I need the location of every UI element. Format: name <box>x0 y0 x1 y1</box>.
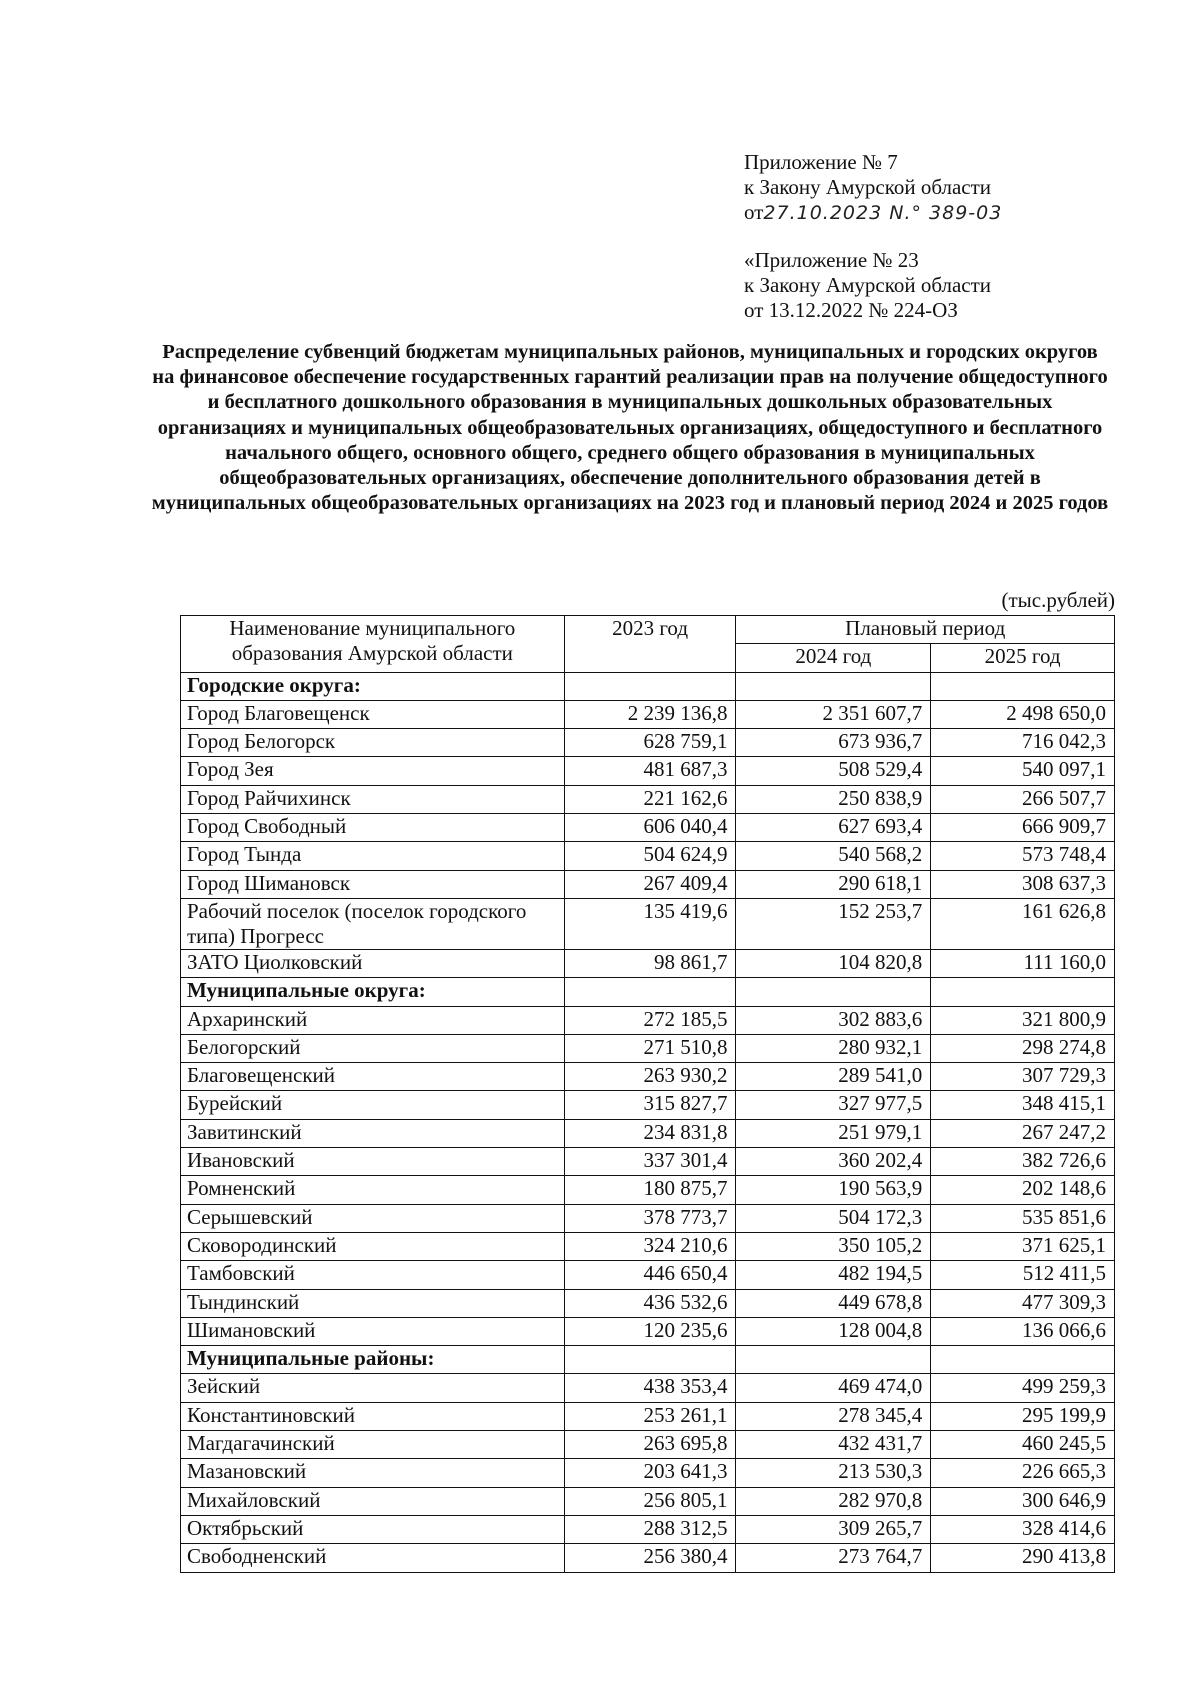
appendix-date-prefix: от <box>744 200 764 224</box>
value-2025: 499 259,3 <box>931 1374 1115 1402</box>
value-2024: 290 618,1 <box>736 870 931 898</box>
value-2023: 481 687,3 <box>564 757 736 785</box>
empty-cell <box>564 978 736 1006</box>
table-row <box>181 785 1115 813</box>
value-2024: 449 678,8 <box>736 1289 931 1317</box>
header-2024: 2024 год <box>736 644 931 672</box>
empty-cell <box>931 978 1115 1006</box>
value-2023: 438 353,4 <box>564 1374 736 1402</box>
municipality-name: Магдагачинский <box>181 1431 565 1459</box>
table-row <box>181 1034 1115 1062</box>
value-2023: 271 510,8 <box>564 1034 736 1062</box>
value-2024: 482 194,5 <box>736 1261 931 1289</box>
value-2025: 226 665,3 <box>931 1459 1115 1487</box>
value-2023: 253 261,1 <box>564 1402 736 1430</box>
table-row <box>181 1544 1115 1572</box>
value-2024: 278 345,4 <box>736 1402 931 1430</box>
section-row <box>181 672 1115 700</box>
value-2023: 288 312,5 <box>564 1515 736 1543</box>
value-2023: 315 827,7 <box>564 1091 736 1119</box>
value-2025: 540 097,1 <box>931 757 1115 785</box>
value-2025: 300 646,9 <box>931 1487 1115 1515</box>
table-row <box>181 814 1115 842</box>
table-row <box>181 1091 1115 1119</box>
section-row <box>181 978 1115 1006</box>
appendix-ref-law: к Закону Амурской области <box>744 273 992 297</box>
document-title: Распределение субвенций бюджетам муниципальных районов, муниципальных и городских округов на финансовое обеспечение государственных гарантий реализации прав на получение общедоступного и бесплатного дошкольного образования в муниципальных дошкольных образовательных организациях и муниципальных общеобразовательных организациях, общедоступного и бесплатного начального общего, основного общего, среднего общего образования в муниципальных общеобразовательных организациях, обеспечение дополнительного образования детей в муниципальных общеобразовательных организациях на 2023 год и плановый период 2024 и 2025 годов <box>151 341 1109 515</box>
value-2024: 250 838,9 <box>736 785 931 813</box>
municipality-name: Город Белогорск <box>181 729 565 757</box>
empty-cell <box>736 672 931 700</box>
appendix-ref-number: «Приложение № 23 <box>744 248 919 272</box>
table-row <box>181 1176 1115 1204</box>
municipality-name: ЗАТО Циолковский <box>181 949 565 977</box>
value-2025: 460 245,5 <box>931 1431 1115 1459</box>
table-row <box>181 1289 1115 1317</box>
value-2024: 327 977,5 <box>736 1091 931 1119</box>
value-2024: 280 932,1 <box>736 1034 931 1062</box>
table-row <box>181 1119 1115 1147</box>
subsidy-table <box>180 615 1115 1573</box>
value-2025: 535 851,6 <box>931 1204 1115 1232</box>
value-2023: 180 875,7 <box>564 1176 736 1204</box>
empty-cell <box>931 672 1115 700</box>
municipality-name: Константиновский <box>181 1402 565 1430</box>
table-row <box>181 842 1115 870</box>
municipality-name: Бурейский <box>181 1091 565 1119</box>
municipality-name: Мазановский <box>181 1459 565 1487</box>
municipality-name: Белогорский <box>181 1034 565 1062</box>
value-2025: 161 626,8 <box>931 898 1115 949</box>
value-2024: 190 563,9 <box>736 1176 931 1204</box>
section-row <box>181 1346 1115 1374</box>
table-row <box>181 1317 1115 1345</box>
value-2025: 512 411,5 <box>931 1261 1115 1289</box>
empty-cell <box>736 978 931 1006</box>
value-2024: 469 474,0 <box>736 1374 931 1402</box>
value-2023: 98 861,7 <box>564 949 736 977</box>
appendix-ref-header <box>744 248 991 323</box>
appendix-law: к Закону Амурской области <box>744 175 992 199</box>
municipality-name: Город Зея <box>181 757 565 785</box>
value-2025: 321 800,9 <box>931 1006 1115 1034</box>
table-row <box>181 1431 1115 1459</box>
value-2023: 267 409,4 <box>564 870 736 898</box>
value-2024: 128 004,8 <box>736 1317 931 1345</box>
table-row <box>181 729 1115 757</box>
value-2025: 382 726,6 <box>931 1148 1115 1176</box>
municipality-name: Зейский <box>181 1374 565 1402</box>
municipality-name: Сковородинский <box>181 1232 565 1260</box>
value-2023: 120 235,6 <box>564 1317 736 1345</box>
value-2025: 573 748,4 <box>931 842 1115 870</box>
value-2023: 256 805,1 <box>564 1487 736 1515</box>
municipality-name: Октябрьский <box>181 1515 565 1543</box>
value-2024: 309 265,7 <box>736 1515 931 1543</box>
value-2023: 263 695,8 <box>564 1431 736 1459</box>
municipality-name: Город Тында <box>181 842 565 870</box>
value-2023: 256 380,4 <box>564 1544 736 1572</box>
table-row <box>181 757 1115 785</box>
value-2024: 273 764,7 <box>736 1544 931 1572</box>
value-2025: 307 729,3 <box>931 1063 1115 1091</box>
table-row <box>181 898 1115 949</box>
header-2023: 2023 год <box>564 616 736 673</box>
value-2023: 378 773,7 <box>564 1204 736 1232</box>
table-row <box>181 1261 1115 1289</box>
appendix-date-line <box>744 200 1002 226</box>
value-2024: 213 530,3 <box>736 1459 931 1487</box>
value-2024: 360 202,4 <box>736 1148 931 1176</box>
table-row <box>181 870 1115 898</box>
municipality-name: Ромненский <box>181 1176 565 1204</box>
value-2024: 152 253,7 <box>736 898 931 949</box>
value-2024: 104 820,8 <box>736 949 931 977</box>
value-2024: 282 970,8 <box>736 1487 931 1515</box>
value-2025: 290 413,8 <box>931 1544 1115 1572</box>
value-2024: 673 936,7 <box>736 729 931 757</box>
value-2025: 2 498 650,0 <box>931 700 1115 728</box>
section-title: Муниципальные районы: <box>181 1346 565 1374</box>
handwritten-date-number: 27.10.2023 N.° 389-03 <box>763 202 1003 224</box>
empty-cell <box>564 672 736 700</box>
value-2023: 221 162,6 <box>564 785 736 813</box>
table-row <box>181 1374 1115 1402</box>
section-title: Городские округа: <box>181 672 565 700</box>
empty-cell <box>564 1346 736 1374</box>
value-2023: 203 641,3 <box>564 1459 736 1487</box>
value-2024: 540 568,2 <box>736 842 931 870</box>
municipality-name: Город Шимановск <box>181 870 565 898</box>
value-2024: 2 351 607,7 <box>736 700 931 728</box>
section-title: Муниципальные округа: <box>181 978 565 1006</box>
municipality-name: Рабочий поселок (поселок городского типа) Прогресс <box>181 898 565 949</box>
value-2025: 666 909,7 <box>931 814 1115 842</box>
table-row <box>181 1232 1115 1260</box>
value-2025: 328 414,6 <box>931 1515 1115 1543</box>
value-2023: 272 185,5 <box>564 1006 736 1034</box>
municipality-name: Тамбовский <box>181 1261 565 1289</box>
value-2024: 627 693,4 <box>736 814 931 842</box>
table-row <box>181 1006 1115 1034</box>
value-2024: 302 883,6 <box>736 1006 931 1034</box>
value-2024: 508 529,4 <box>736 757 931 785</box>
value-2023: 324 210,6 <box>564 1232 736 1260</box>
municipality-name: Свободненский <box>181 1544 565 1572</box>
value-2025: 295 199,9 <box>931 1402 1115 1430</box>
appendix-ref-date: от 13.12.2022 № 224-ОЗ <box>744 298 958 322</box>
table-row <box>181 1487 1115 1515</box>
table-row <box>181 1204 1115 1232</box>
value-2025: 477 309,3 <box>931 1289 1115 1317</box>
empty-cell <box>931 1346 1115 1374</box>
municipality-name: Благовещенский <box>181 1063 565 1091</box>
municipality-name: Шимановский <box>181 1317 565 1345</box>
units-label: (тыс.рублей) <box>1001 588 1115 612</box>
value-2023: 504 624,9 <box>564 842 736 870</box>
value-2023: 337 301,4 <box>564 1148 736 1176</box>
municipality-name: Город Свободный <box>181 814 565 842</box>
value-2024: 432 431,7 <box>736 1431 931 1459</box>
value-2025: 266 507,7 <box>931 785 1115 813</box>
value-2023: 2 239 136,8 <box>564 700 736 728</box>
table-row <box>181 1148 1115 1176</box>
value-2023: 436 532,6 <box>564 1289 736 1317</box>
value-2025: 202 148,6 <box>931 1176 1115 1204</box>
value-2023: 628 759,1 <box>564 729 736 757</box>
value-2023: 234 831,8 <box>564 1119 736 1147</box>
value-2023: 446 650,4 <box>564 1261 736 1289</box>
municipality-name: Тындинский <box>181 1289 565 1317</box>
value-2024: 251 979,1 <box>736 1119 931 1147</box>
table-row <box>181 949 1115 977</box>
table-body <box>181 672 1115 1572</box>
value-2025: 371 625,1 <box>931 1232 1115 1260</box>
value-2024: 350 105,2 <box>736 1232 931 1260</box>
value-2023: 263 930,2 <box>564 1063 736 1091</box>
municipality-name: Город Благовещенск <box>181 700 565 728</box>
value-2024: 289 541,0 <box>736 1063 931 1091</box>
table-row <box>181 1515 1115 1543</box>
table-row <box>181 1402 1115 1430</box>
value-2025: 136 066,6 <box>931 1317 1115 1345</box>
value-2025: 716 042,3 <box>931 729 1115 757</box>
value-2025: 348 415,1 <box>931 1091 1115 1119</box>
table-row <box>181 1063 1115 1091</box>
appendix-header <box>744 150 1002 226</box>
appendix-number: Приложение № 7 <box>744 150 898 174</box>
empty-cell <box>736 1346 931 1374</box>
header-2025: 2025 год <box>931 644 1115 672</box>
table-row <box>181 1459 1115 1487</box>
value-2023: 606 040,4 <box>564 814 736 842</box>
value-2024: 504 172,3 <box>736 1204 931 1232</box>
header-name: Наименование муниципального образования Амурской области <box>181 616 565 673</box>
value-2025: 308 637,3 <box>931 870 1115 898</box>
municipality-name: Ивановский <box>181 1148 565 1176</box>
municipality-name: Серышевский <box>181 1204 565 1232</box>
table-row <box>181 700 1115 728</box>
municipality-name: Город Райчихинск <box>181 785 565 813</box>
municipality-name: Завитинский <box>181 1119 565 1147</box>
value-2023: 135 419,6 <box>564 898 736 949</box>
value-2025: 298 274,8 <box>931 1034 1115 1062</box>
municipality-name: Михайловский <box>181 1487 565 1515</box>
header-plan-period: Плановый период <box>736 616 1115 644</box>
value-2025: 111 160,0 <box>931 949 1115 977</box>
municipality-name: Архаринский <box>181 1006 565 1034</box>
value-2025: 267 247,2 <box>931 1119 1115 1147</box>
